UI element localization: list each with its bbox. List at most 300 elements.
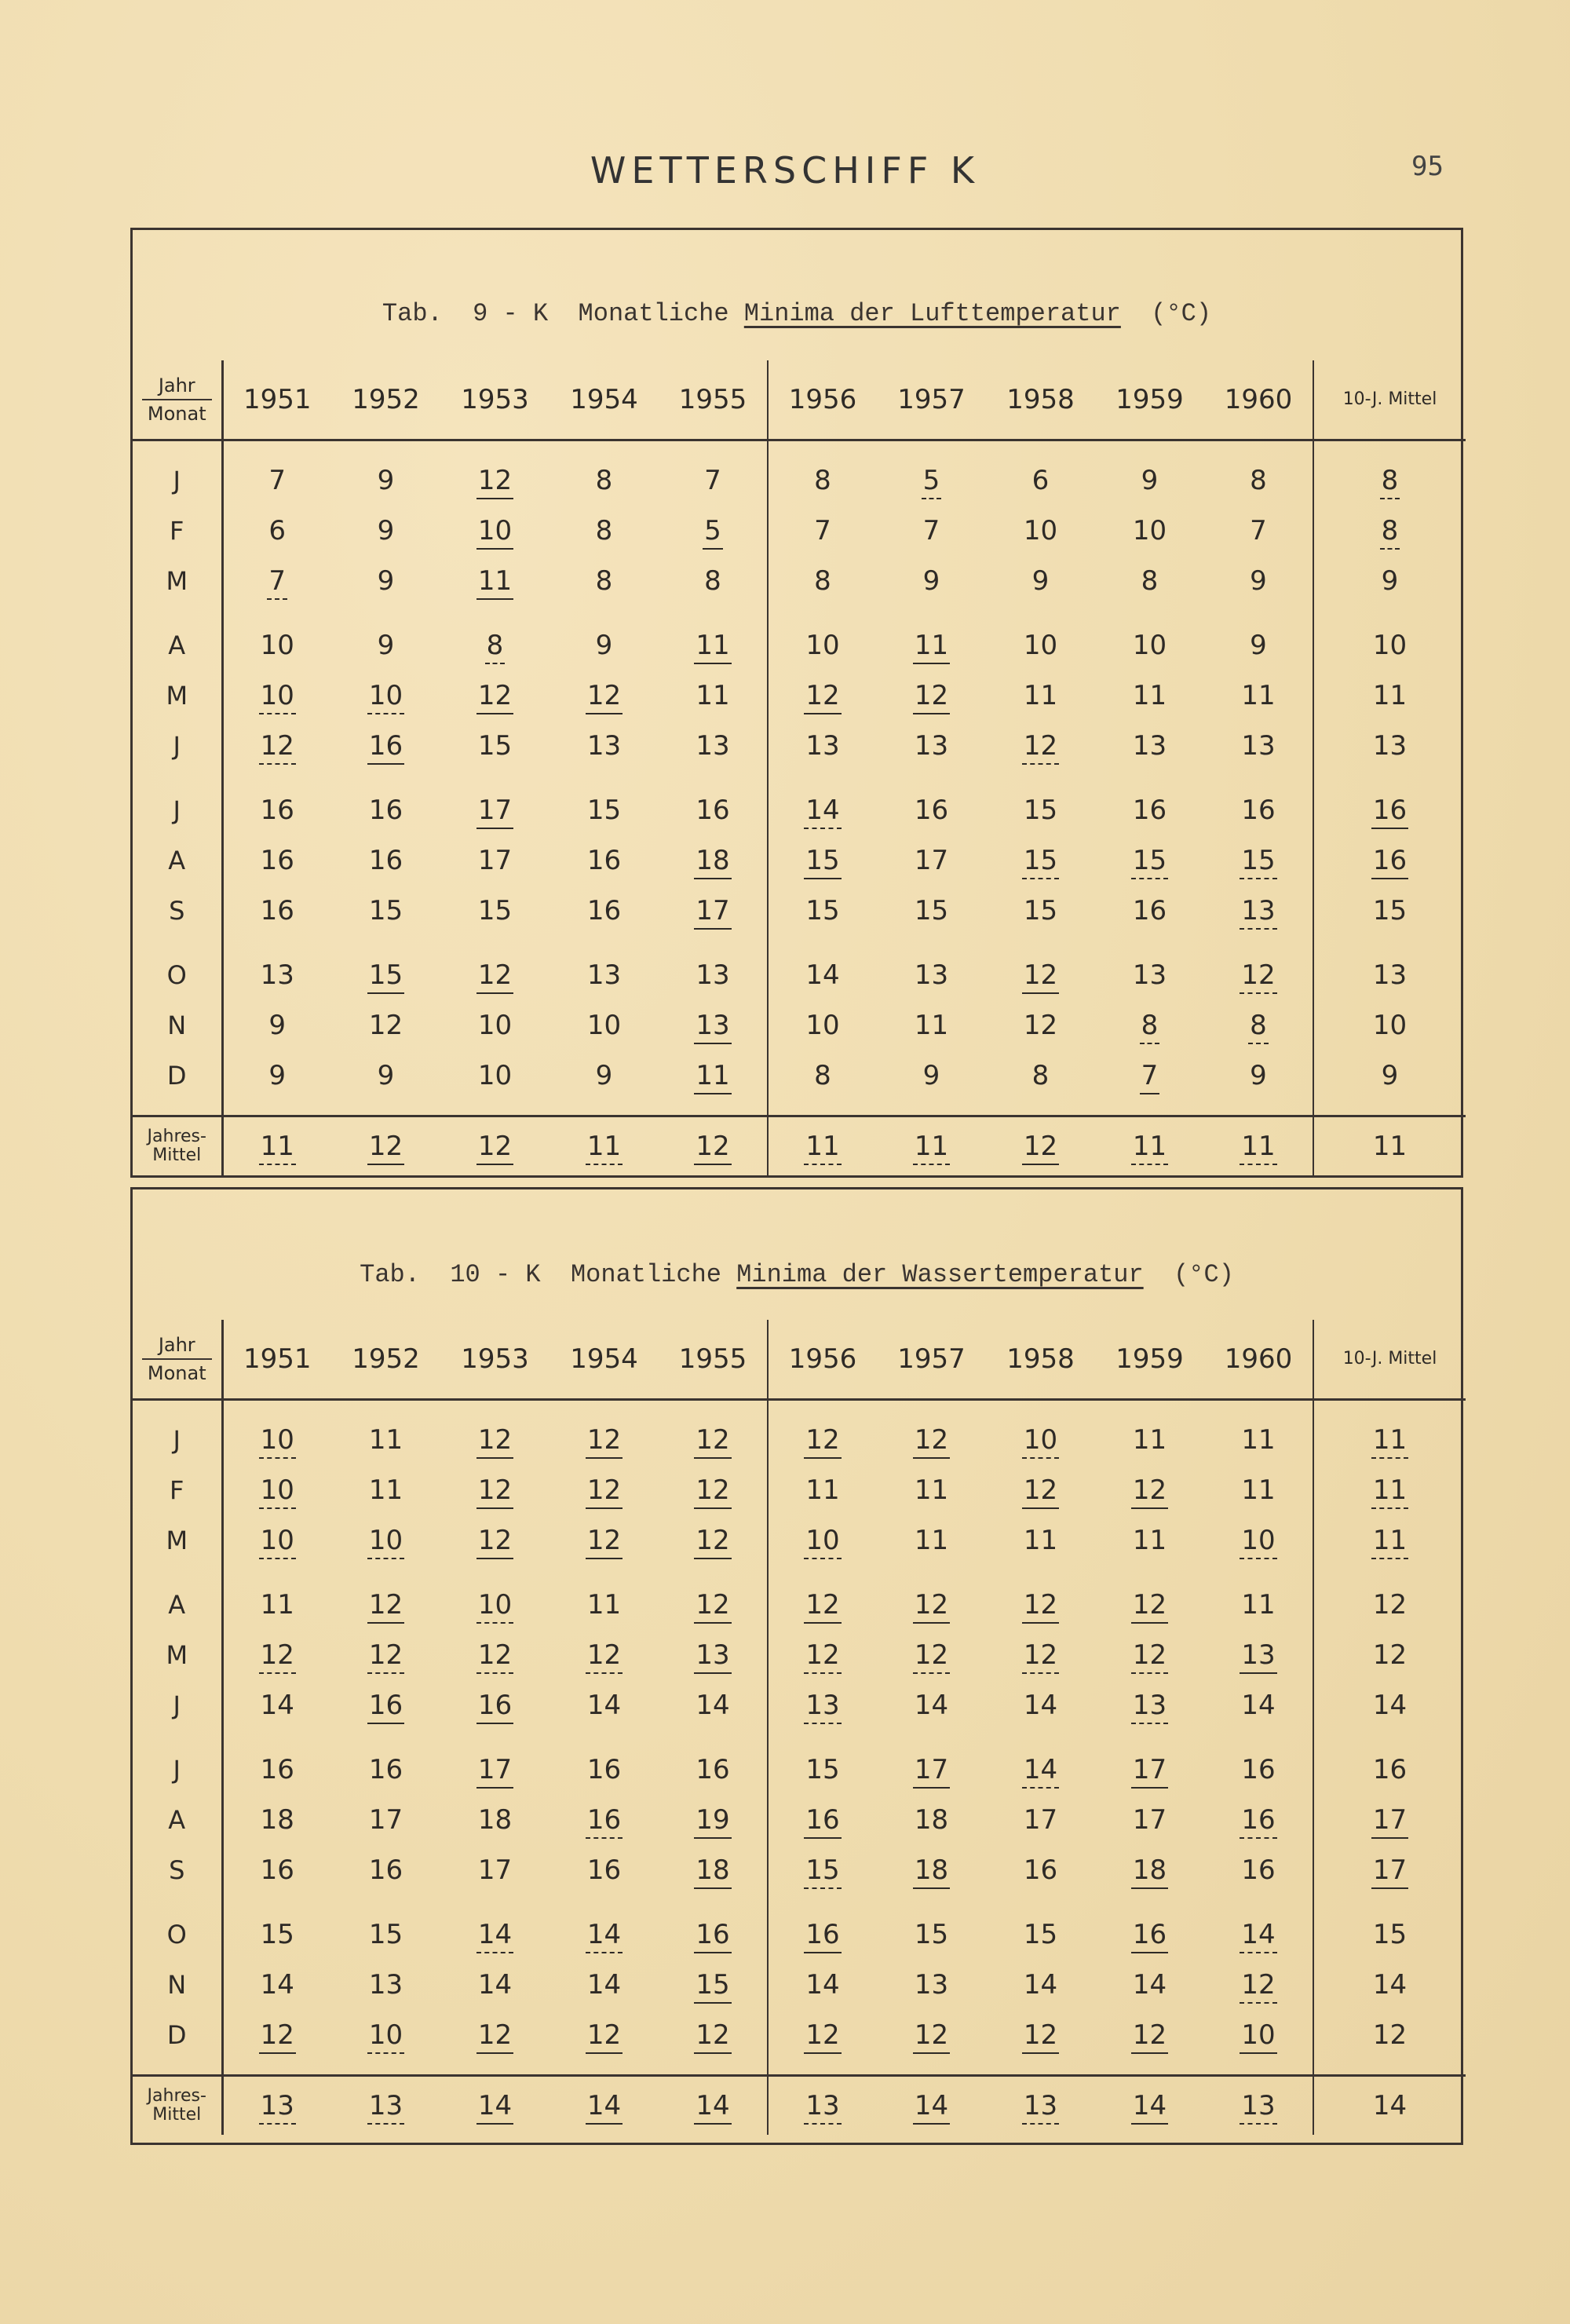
value-cell: 9 bbox=[377, 565, 395, 597]
value-cell: 16 bbox=[368, 795, 403, 826]
value-cell: 15 bbox=[914, 1919, 949, 1950]
year-header: 1959 bbox=[1095, 360, 1204, 440]
month-label: J bbox=[133, 721, 222, 771]
value-cell: 14 bbox=[550, 1909, 659, 1960]
value-cell: 9 bbox=[377, 1060, 395, 1091]
value-cell: 12 bbox=[440, 1415, 550, 1465]
month-row bbox=[133, 620, 1466, 671]
value-cell: 6 bbox=[1031, 465, 1050, 496]
value-cell: 13 bbox=[1204, 886, 1313, 936]
value-cell: 5 bbox=[877, 455, 986, 506]
value-cell: 10 bbox=[477, 1060, 513, 1091]
ten-year-mean-cell: 14 bbox=[1313, 2076, 1466, 2136]
annual-mean-cell: 14 bbox=[877, 2076, 986, 2136]
value-cell: 11 bbox=[659, 671, 768, 721]
value-cell: 16 bbox=[586, 845, 622, 876]
value-cell: 12 bbox=[222, 721, 331, 771]
month-row bbox=[133, 835, 1466, 886]
ten-year-mean-cell: 9 bbox=[1381, 1060, 1399, 1091]
value-cell: 10 bbox=[805, 630, 840, 661]
value-cell: 10 bbox=[1023, 515, 1058, 546]
value-cell: 11 bbox=[914, 1525, 949, 1556]
value-cell: 14 bbox=[1204, 1680, 1313, 1730]
value-cell: 15 bbox=[768, 835, 877, 886]
value-cell: 15 bbox=[914, 895, 949, 926]
value-cell: 9 bbox=[922, 1060, 940, 1091]
value-cell: 9 bbox=[1204, 1051, 1313, 1101]
value-cell: 12 bbox=[768, 2010, 877, 2060]
annual-mean-cell: 11 bbox=[768, 1116, 877, 1176]
value-cell: 9 bbox=[1204, 620, 1313, 671]
caption-number: Tab. 9 - K bbox=[382, 299, 579, 328]
value-cell: 9 bbox=[377, 630, 395, 661]
value-cell: 11 bbox=[1132, 1525, 1167, 1556]
corner-month-label: Monat bbox=[147, 1362, 206, 1384]
value-cell: 16 bbox=[368, 845, 403, 876]
month-row bbox=[133, 1580, 1466, 1630]
annual-mean-cell: 14 bbox=[440, 2076, 550, 2136]
value-cell: 12 bbox=[368, 1010, 403, 1041]
value-cell: 14 bbox=[986, 1745, 1095, 1795]
month-label: M bbox=[133, 671, 222, 721]
corner-cell bbox=[133, 1320, 222, 1400]
month-label: S bbox=[133, 886, 222, 936]
ten-year-mean-cell: 10 bbox=[1372, 630, 1408, 661]
value-cell: 15 bbox=[477, 730, 513, 762]
month-row bbox=[133, 455, 1466, 506]
value-cell: 10 bbox=[331, 2010, 440, 2060]
value-cell: 13 bbox=[368, 1969, 403, 2001]
ten-year-mean-cell: 13 bbox=[1372, 730, 1408, 762]
value-cell: 8 bbox=[1204, 455, 1313, 506]
value-cell: 14 bbox=[1204, 1909, 1313, 1960]
caption-text: Monatliche bbox=[570, 1260, 737, 1289]
ten-year-mean-cell: 17 bbox=[1313, 1845, 1466, 1895]
month-row bbox=[133, 671, 1466, 721]
value-cell: 13 bbox=[659, 1000, 768, 1051]
year-header: 1958 bbox=[986, 1320, 1095, 1400]
value-cell: 8 bbox=[1204, 1000, 1313, 1051]
month-row bbox=[133, 1000, 1466, 1051]
value-cell: 8 bbox=[814, 465, 831, 496]
value-cell: 11 bbox=[586, 1589, 622, 1621]
month-row bbox=[133, 1909, 1466, 1960]
value-cell: 16 bbox=[368, 1754, 403, 1785]
month-label: D bbox=[133, 2010, 222, 2060]
value-cell: 12 bbox=[877, 1415, 986, 1465]
annual-mean-cell: 14 bbox=[659, 2076, 768, 2136]
month-row bbox=[133, 1745, 1466, 1795]
value-cell: 10 bbox=[586, 1010, 622, 1041]
value-cell: 12 bbox=[440, 2010, 550, 2060]
value-cell: 10 bbox=[1023, 630, 1058, 661]
value-cell: 13 bbox=[586, 730, 622, 762]
value-cell: 11 bbox=[1204, 1415, 1313, 1465]
annual-mean-cell: 11 bbox=[222, 1116, 331, 1176]
value-cell: 15 bbox=[368, 1919, 403, 1950]
annual-mean-cell: 12 bbox=[986, 1116, 1095, 1176]
corner-month-label: Monat bbox=[147, 403, 206, 425]
value-cell: 12 bbox=[331, 1630, 440, 1680]
month-label: D bbox=[133, 1051, 222, 1101]
year-header: 1954 bbox=[550, 360, 659, 440]
value-cell: 12 bbox=[986, 1630, 1095, 1680]
value-cell: 12 bbox=[659, 1580, 768, 1630]
value-cell: 12 bbox=[550, 1515, 659, 1566]
value-cell: 12 bbox=[877, 1630, 986, 1680]
year-header: 1960 bbox=[1204, 360, 1313, 440]
value-cell: 13 bbox=[768, 1680, 877, 1730]
month-label: N bbox=[133, 1960, 222, 2010]
value-cell: 16 bbox=[1204, 1745, 1313, 1795]
year-header: 1956 bbox=[768, 1320, 877, 1400]
ten-year-mean-cell: 16 bbox=[1313, 785, 1466, 835]
corner-year-label: Jahr bbox=[142, 1332, 212, 1360]
ten-year-mean-cell: 11 bbox=[1372, 680, 1408, 711]
value-cell: 15 bbox=[1023, 1919, 1058, 1950]
year-header: 1951 bbox=[222, 360, 331, 440]
year-header: 1952 bbox=[331, 360, 440, 440]
value-cell: 15 bbox=[768, 1845, 877, 1895]
air-table-caption bbox=[133, 299, 1461, 328]
value-cell: 16 bbox=[368, 1854, 403, 1886]
value-cell: 12 bbox=[768, 1630, 877, 1680]
value-cell: 16 bbox=[659, 785, 768, 835]
value-cell: 12 bbox=[659, 1465, 768, 1515]
value-cell: 14 bbox=[914, 1690, 949, 1721]
annual-mean-label: Jahres-Mittel bbox=[133, 2076, 222, 2136]
month-row bbox=[133, 1960, 1466, 2010]
value-cell: 13 bbox=[659, 721, 768, 771]
value-cell: 11 bbox=[914, 1010, 949, 1041]
value-cell: 7 bbox=[922, 515, 940, 546]
value-cell: 18 bbox=[1095, 1845, 1204, 1895]
ten-year-mean-cell: 11 bbox=[1313, 1415, 1466, 1465]
value-cell: 7 bbox=[1095, 1051, 1204, 1101]
value-cell: 9 bbox=[922, 565, 940, 597]
annual-mean-cell: 13 bbox=[222, 2076, 331, 2136]
value-cell: 15 bbox=[1023, 895, 1058, 926]
value-cell: 8 bbox=[595, 565, 613, 597]
caption-underlined: Minima der Lufttemperatur bbox=[743, 299, 1121, 328]
value-cell: 10 bbox=[222, 1465, 331, 1515]
year-header: 1955 bbox=[659, 360, 768, 440]
ten-year-mean-cell: 15 bbox=[1372, 895, 1408, 926]
value-cell: 8 bbox=[595, 465, 613, 496]
value-cell: 10 bbox=[477, 1010, 513, 1041]
year-header: 1953 bbox=[440, 1320, 550, 1400]
ten-year-mean-cell: 14 bbox=[1372, 1690, 1408, 1721]
value-cell: 16 bbox=[768, 1909, 877, 1960]
value-cell: 16 bbox=[1204, 1845, 1313, 1895]
value-cell: 10 bbox=[331, 1515, 440, 1566]
value-cell: 6 bbox=[268, 515, 287, 546]
value-cell: 11 bbox=[877, 620, 986, 671]
value-cell: 16 bbox=[1132, 795, 1167, 826]
month-label: M bbox=[133, 1515, 222, 1566]
value-cell: 10 bbox=[222, 1515, 331, 1566]
month-label: J bbox=[133, 785, 222, 835]
caption-number: Tab. 10 - K bbox=[360, 1260, 571, 1289]
value-cell: 12 bbox=[986, 1580, 1095, 1630]
value-cell: 10 bbox=[1204, 2010, 1313, 2060]
annual-mean-cell: 11 bbox=[1204, 1116, 1313, 1176]
value-cell: 8 bbox=[595, 515, 613, 546]
value-cell: 11 bbox=[1132, 1424, 1167, 1456]
value-cell: 8 bbox=[440, 620, 550, 671]
value-cell: 18 bbox=[659, 1845, 768, 1895]
value-cell: 9 bbox=[268, 1060, 287, 1091]
value-cell: 10 bbox=[222, 1415, 331, 1465]
water-grid bbox=[133, 1320, 1466, 2135]
ten-year-mean-cell: 9 bbox=[1381, 565, 1399, 597]
value-cell: 11 bbox=[1204, 671, 1313, 721]
value-cell: 14 bbox=[586, 1969, 622, 2001]
value-cell: 11 bbox=[440, 556, 550, 606]
value-cell: 16 bbox=[768, 1795, 877, 1845]
value-cell: 17 bbox=[1132, 1804, 1167, 1836]
value-cell: 12 bbox=[986, 2010, 1095, 2060]
ten-year-mean-cell: 11 bbox=[1313, 1515, 1466, 1566]
year-header: 1958 bbox=[986, 360, 1095, 440]
ten-year-mean-cell: 8 bbox=[1313, 506, 1466, 556]
annual-mean-cell: 11 bbox=[877, 1116, 986, 1176]
value-cell: 17 bbox=[914, 845, 949, 876]
value-cell: 7 bbox=[1204, 506, 1313, 556]
value-cell: 12 bbox=[1204, 950, 1313, 1000]
value-cell: 12 bbox=[877, 2010, 986, 2060]
ten-year-mean-header: 10-J. Mittel bbox=[1313, 360, 1466, 440]
value-cell: 12 bbox=[550, 2010, 659, 2060]
value-cell: 9 bbox=[595, 1060, 613, 1091]
annual-mean-cell: 11 bbox=[1095, 1116, 1204, 1176]
value-cell: 10 bbox=[805, 1010, 840, 1041]
value-cell: 11 bbox=[1204, 1465, 1313, 1515]
value-cell: 15 bbox=[986, 835, 1095, 886]
value-cell: 12 bbox=[986, 1465, 1095, 1515]
value-cell: 12 bbox=[659, 2010, 768, 2060]
value-cell: 12 bbox=[550, 1465, 659, 1515]
value-cell: 16 bbox=[260, 895, 294, 926]
month-row bbox=[133, 1845, 1466, 1895]
month-label: A bbox=[133, 1580, 222, 1630]
value-cell: 17 bbox=[1095, 1745, 1204, 1795]
value-cell: 12 bbox=[659, 1515, 768, 1566]
water-table-caption bbox=[133, 1260, 1461, 1289]
month-row bbox=[133, 556, 1466, 606]
value-cell: 16 bbox=[260, 845, 294, 876]
value-cell: 9 bbox=[1141, 465, 1159, 496]
value-cell: 12 bbox=[440, 1515, 550, 1566]
value-cell: 14 bbox=[1132, 1969, 1167, 2001]
month-label: A bbox=[133, 620, 222, 671]
ten-year-mean-cell: 16 bbox=[1372, 1754, 1408, 1785]
value-cell: 9 bbox=[268, 1010, 287, 1041]
month-label: O bbox=[133, 1909, 222, 1960]
value-cell: 15 bbox=[659, 1960, 768, 2010]
annual-mean-row bbox=[133, 2076, 1466, 2136]
month-row bbox=[133, 2010, 1466, 2060]
value-cell: 12 bbox=[1095, 1630, 1204, 1680]
month-row bbox=[133, 1051, 1466, 1101]
value-cell: 18 bbox=[877, 1845, 986, 1895]
value-cell: 12 bbox=[440, 950, 550, 1000]
air-grid bbox=[133, 360, 1466, 1175]
value-cell: 12 bbox=[440, 671, 550, 721]
month-label: A bbox=[133, 1795, 222, 1845]
month-label: J bbox=[133, 455, 222, 506]
month-label: J bbox=[133, 1415, 222, 1465]
year-header: 1953 bbox=[440, 360, 550, 440]
value-cell: 16 bbox=[1204, 1795, 1313, 1845]
value-cell: 17 bbox=[440, 785, 550, 835]
ten-year-mean-cell: 15 bbox=[1372, 1919, 1408, 1950]
value-cell: 8 bbox=[659, 556, 768, 606]
value-cell: 15 bbox=[1095, 835, 1204, 886]
month-row bbox=[133, 785, 1466, 835]
value-cell: 16 bbox=[659, 1909, 768, 1960]
value-cell: 12 bbox=[222, 1630, 331, 1680]
ten-year-mean-cell: 17 bbox=[1313, 1795, 1466, 1845]
year-header: 1959 bbox=[1095, 1320, 1204, 1400]
annual-mean-cell: 11 bbox=[550, 1116, 659, 1176]
value-cell: 11 bbox=[260, 1589, 294, 1621]
value-cell: 12 bbox=[1023, 1010, 1058, 1041]
value-cell: 18 bbox=[914, 1804, 949, 1836]
value-cell: 17 bbox=[477, 845, 513, 876]
air-temperature-table bbox=[130, 228, 1463, 1178]
year-header: 1951 bbox=[222, 1320, 331, 1400]
value-cell: 13 bbox=[805, 730, 840, 762]
value-cell: 11 bbox=[368, 1474, 403, 1506]
value-cell: 9 bbox=[377, 515, 395, 546]
value-cell: 15 bbox=[586, 795, 622, 826]
value-cell: 14 bbox=[659, 1680, 768, 1730]
value-cell: 12 bbox=[659, 1415, 768, 1465]
value-cell: 8 bbox=[814, 565, 831, 597]
value-cell: 14 bbox=[1023, 1690, 1058, 1721]
annual-mean-cell: 12 bbox=[440, 1116, 550, 1176]
value-cell: 12 bbox=[768, 1415, 877, 1465]
month-row bbox=[133, 1680, 1466, 1730]
value-cell: 13 bbox=[659, 1630, 768, 1680]
caption-text: Monatliche bbox=[578, 299, 744, 328]
ten-year-mean-cell: 12 bbox=[1372, 2019, 1408, 2051]
value-cell: 12 bbox=[768, 671, 877, 721]
value-cell: 15 bbox=[1204, 835, 1313, 886]
value-cell: 16 bbox=[1095, 1909, 1204, 1960]
annual-mean-cell: 12 bbox=[331, 1116, 440, 1176]
ten-year-mean-cell: 8 bbox=[1313, 455, 1466, 506]
value-cell: 16 bbox=[586, 1754, 622, 1785]
value-cell: 10 bbox=[440, 1580, 550, 1630]
value-cell: 13 bbox=[914, 730, 949, 762]
month-label: O bbox=[133, 950, 222, 1000]
value-cell: 5 bbox=[659, 506, 768, 556]
ten-year-mean-cell: 10 bbox=[1372, 1010, 1408, 1041]
value-cell: 7 bbox=[659, 455, 768, 506]
month-label: S bbox=[133, 1845, 222, 1895]
value-cell: 13 bbox=[1204, 721, 1313, 771]
value-cell: 14 bbox=[805, 1969, 840, 2001]
value-cell: 10 bbox=[768, 1515, 877, 1566]
value-cell: 16 bbox=[331, 1680, 440, 1730]
ten-year-mean-cell: 11 bbox=[1313, 1116, 1466, 1176]
annual-mean-label: Jahres-Mittel bbox=[133, 1116, 222, 1176]
ten-year-mean-header: 10-J. Mittel bbox=[1313, 1320, 1466, 1400]
value-cell: 14 bbox=[805, 959, 840, 991]
caption-underlined: Minima der Wassertemperatur bbox=[736, 1260, 1144, 1289]
month-label: A bbox=[133, 835, 222, 886]
annual-mean-cell: 13 bbox=[331, 2076, 440, 2136]
value-cell: 14 bbox=[440, 1909, 550, 1960]
year-header-row bbox=[133, 1320, 1466, 1400]
annual-mean-cell: 13 bbox=[986, 2076, 1095, 2136]
month-row bbox=[133, 1465, 1466, 1515]
ten-year-mean-cell: 16 bbox=[1313, 835, 1466, 886]
value-cell: 11 bbox=[1023, 680, 1058, 711]
value-cell: 12 bbox=[1095, 1465, 1204, 1515]
value-cell: 12 bbox=[440, 1630, 550, 1680]
value-cell: 16 bbox=[331, 721, 440, 771]
value-cell: 13 bbox=[586, 959, 622, 991]
value-cell: 15 bbox=[805, 1754, 840, 1785]
year-header: 1960 bbox=[1204, 1320, 1313, 1400]
value-cell: 14 bbox=[477, 1969, 513, 2001]
value-cell: 12 bbox=[877, 1580, 986, 1630]
month-label: F bbox=[133, 506, 222, 556]
value-cell: 14 bbox=[586, 1690, 622, 1721]
month-row bbox=[133, 721, 1466, 771]
value-cell: 12 bbox=[550, 1415, 659, 1465]
page-title: WETTERSCHIFF K bbox=[590, 149, 980, 192]
value-cell: 11 bbox=[914, 1474, 949, 1506]
value-cell: 10 bbox=[260, 630, 294, 661]
corner-year-label: Jahr bbox=[142, 372, 212, 400]
annual-mean-cell: 13 bbox=[1204, 2076, 1313, 2136]
value-cell: 16 bbox=[260, 1854, 294, 1886]
value-cell: 12 bbox=[440, 455, 550, 506]
value-cell: 11 bbox=[659, 1051, 768, 1101]
caption-unit: (°C) bbox=[1143, 1260, 1234, 1289]
value-cell: 8 bbox=[1141, 565, 1159, 597]
value-cell: 16 bbox=[586, 895, 622, 926]
value-cell: 15 bbox=[1023, 795, 1058, 826]
value-cell: 12 bbox=[1204, 1960, 1313, 2010]
value-cell: 16 bbox=[914, 795, 949, 826]
month-row bbox=[133, 950, 1466, 1000]
value-cell: 18 bbox=[260, 1804, 294, 1836]
value-cell: 9 bbox=[1031, 565, 1050, 597]
ten-year-mean-cell: 12 bbox=[1372, 1589, 1408, 1621]
value-cell: 16 bbox=[1132, 895, 1167, 926]
month-row bbox=[133, 1515, 1466, 1566]
month-label: J bbox=[133, 1680, 222, 1730]
ten-year-mean-cell: 11 bbox=[1313, 1465, 1466, 1515]
value-cell: 16 bbox=[440, 1680, 550, 1730]
corner-cell bbox=[133, 360, 222, 440]
value-cell: 10 bbox=[222, 671, 331, 721]
month-label: N bbox=[133, 1000, 222, 1051]
year-header: 1954 bbox=[550, 1320, 659, 1400]
value-cell: 15 bbox=[805, 895, 840, 926]
value-cell: 11 bbox=[368, 1424, 403, 1456]
month-row bbox=[133, 1630, 1466, 1680]
caption-unit: (°C) bbox=[1120, 299, 1212, 328]
value-cell: 12 bbox=[1095, 1580, 1204, 1630]
value-cell: 10 bbox=[1132, 630, 1167, 661]
annual-mean-row bbox=[133, 1116, 1466, 1176]
